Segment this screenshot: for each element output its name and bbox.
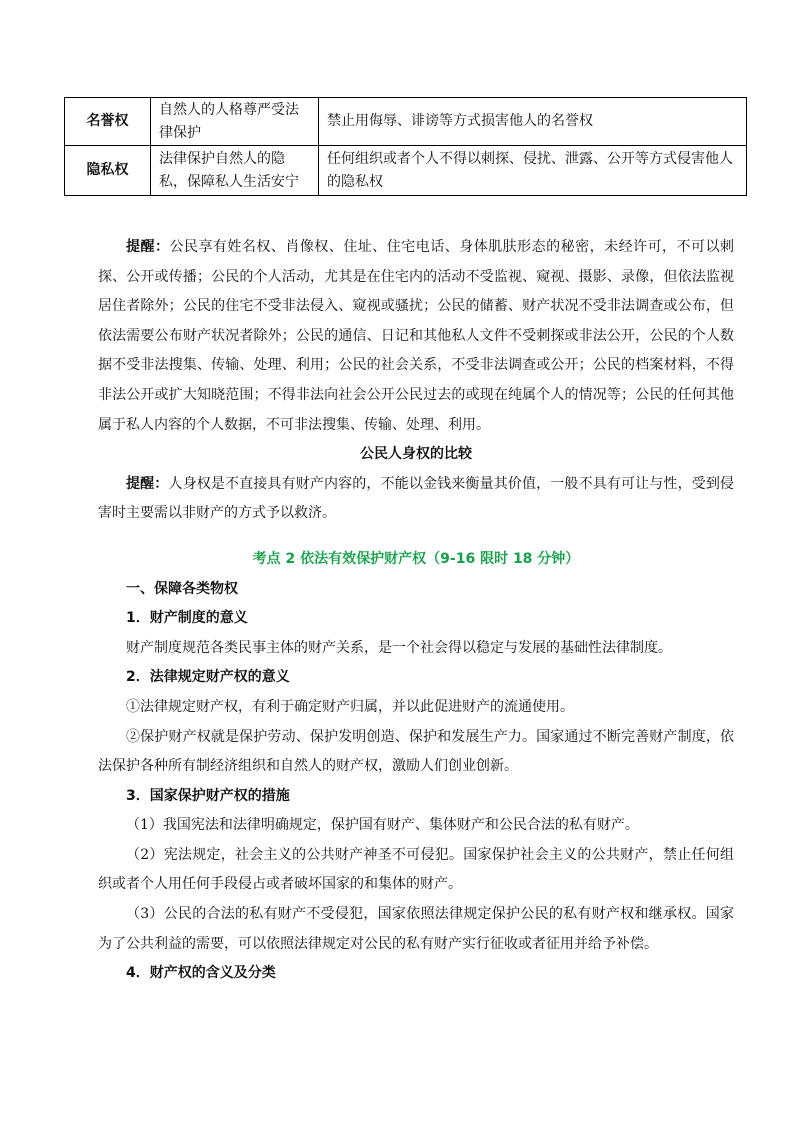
topic-heading: 考点 2 依法有效保护财产权（9-16 限时 18 分钟）	[252, 550, 580, 567]
spacer	[98, 529, 734, 545]
table-row	[65, 98, 747, 146]
reminder-paragraph	[98, 470, 734, 529]
reminder-paragraph	[98, 233, 734, 440]
reminder-text: 公民享有姓名权、肖像权、住址、住宅电话、身体肌肤形态的秘密，未经许可，不可以刺探、公开或传播；公民的个人活动，尤其是在住宅内的活动不受监视、窥视、摄影、录像，但依法监视居住者除外；公民的住宅不受非法侵入、窥视或骚扰；公民的储蓄、财产状况不受非法调查或公布，但依法需要公布财产状况者除外；公民的通信、日记和其他私人文件不受刺探或非法公开，公民的个人数据不受非法搜集、传输、处理、利用；公民的社会关系，不受非法调查或公开；公民的档案材料，不得非法公开或扩大知晓范围；不得非法向社会公开公民过去的或现在纯属个人的情况等；公民的任何其他属于私人内容的个人数据，不可非法搜集、传输、处理、利用。	[98, 239, 735, 433]
rights-table	[64, 97, 747, 196]
subheading: 1．财产制度的意义	[126, 610, 248, 627]
paragraph: ②保护财产权就是保护劳动、保护发明创造、保护和发展生产力。国家通过不断完善财产制度，依法保护各种所有制经济组织和自然人的财产权，激励人们创业创新。	[98, 728, 734, 775]
paragraph: （2）宪法规定，社会主义的公共财产神圣不可侵犯。国家保护社会主义的公共财产，禁止任何组织或者个人用任何手段侵占或者破坏国家的和集体的财产。	[98, 846, 734, 893]
comparison-title: 公民人身权的比较	[360, 446, 472, 463]
right-desc-cell: 法律保护自然人的隐私，保障私人生活安宁	[151, 146, 319, 196]
subheading: 3．国家保护财产权的措施	[126, 787, 290, 804]
reminder-label: 提醒：	[126, 475, 169, 492]
section-heading: 一、保障各类物权	[126, 580, 238, 597]
subheading: 4．财产权的含义及分类	[126, 965, 276, 982]
reminder-text: 人身权是不直接具有财产内容的，不能以金钱来衡量其价值，一般不具有可让与性，受到侵害时主要需以非财产的方式予以救济。	[98, 475, 735, 522]
body-block	[98, 233, 734, 989]
right-desc-cell: 自然人的人格尊严受法律保护	[151, 98, 319, 146]
right-name-cell: 隐私权	[65, 146, 151, 196]
paragraph: （1）我国宪法和法律明确规定，保护国有财产、集体财产和公民合法的私有财产。	[126, 817, 639, 834]
subheading: 2．法律规定财产权的意义	[126, 669, 290, 686]
right-rule-cell: 任何组织或者个人不得以刺探、侵扰、泄露、公开等方式侵害他人的隐私权	[319, 146, 747, 196]
right-rule-cell: 禁止用侮辱、诽谤等方式损害他人的名誉权	[319, 98, 747, 146]
reminder-label: 提醒：	[126, 239, 170, 255]
paragraph: 财产制度规范各类民事主体的财产关系，是一个社会得以稳定与发展的基础性法律制度。	[126, 639, 672, 656]
table-row	[65, 146, 747, 196]
paragraph: （3）公民的合法的私有财产不受侵犯，国家依照法律规定保护公民的私有财产权和继承权。国家为了公共利益的需要，可以依照法律规定对公民的私有财产实行征收或者征用并给予补偿。	[98, 906, 734, 952]
paragraph: ①法律规定财产权，有利于确定财产归属，并以此促进财产的流通使用。	[126, 698, 574, 715]
right-name-cell: 名誉权	[65, 98, 151, 146]
